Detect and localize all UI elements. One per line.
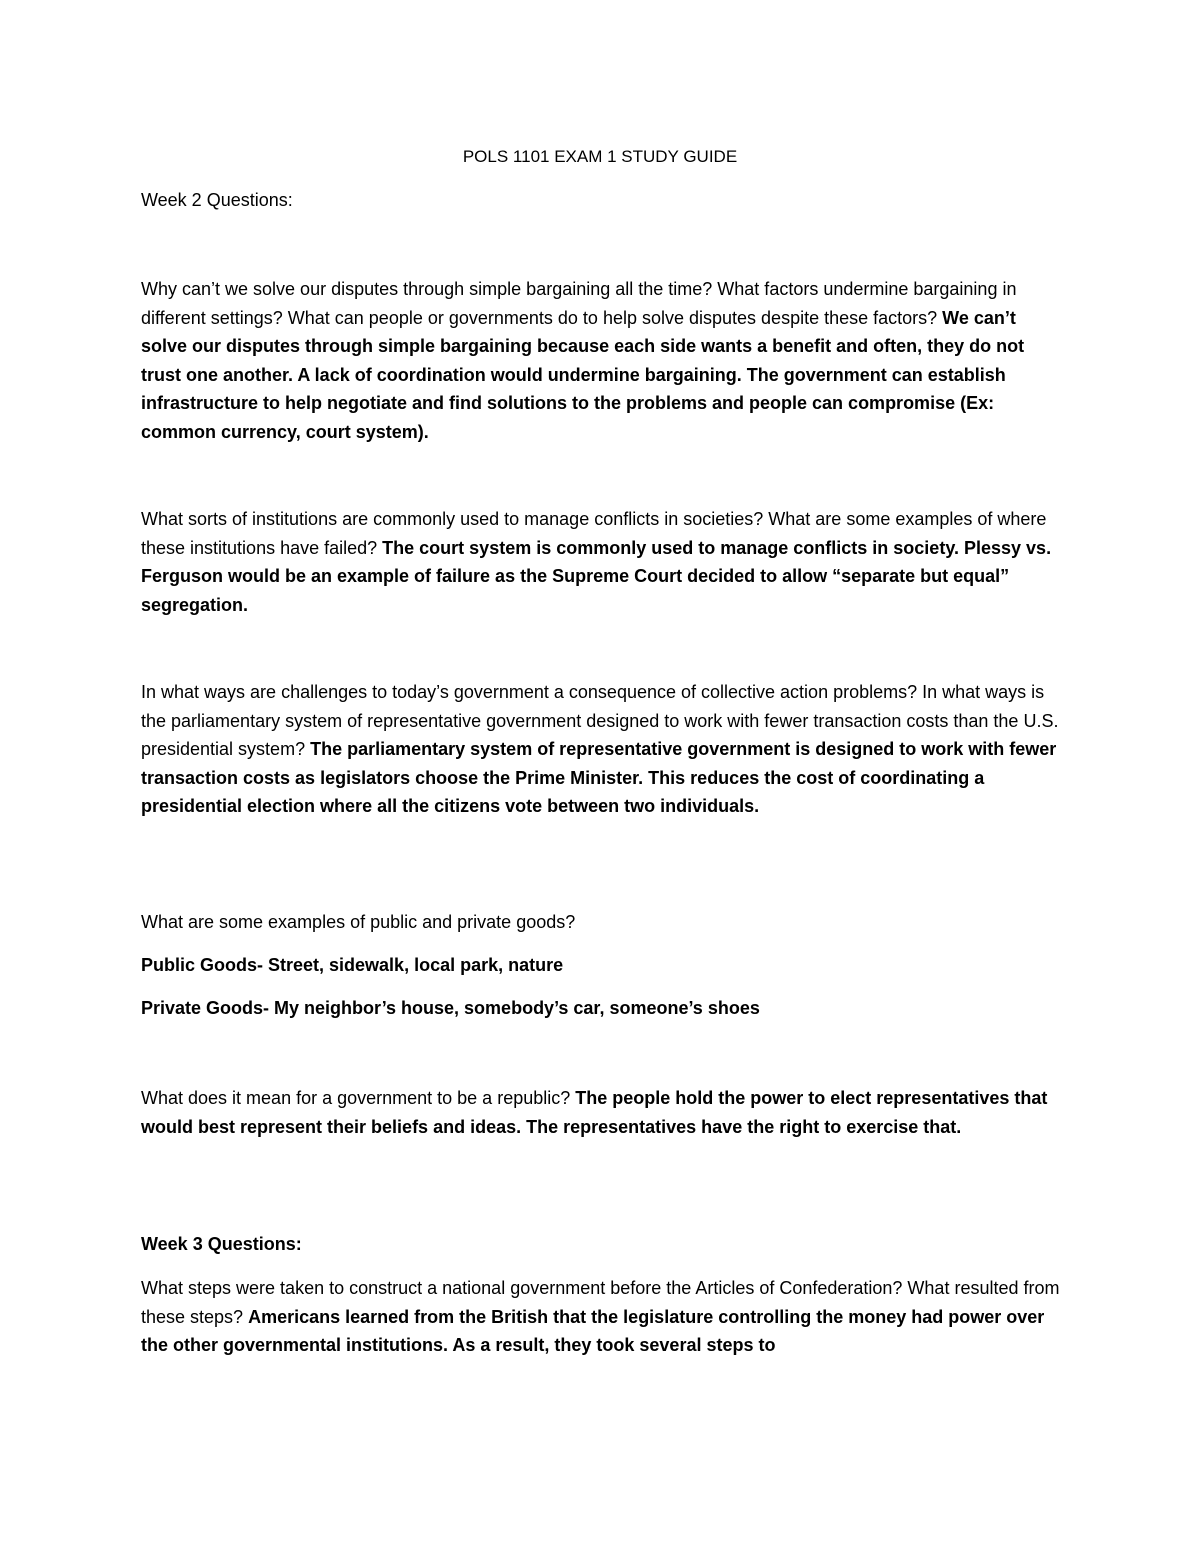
document-title: POLS 1101 EXAM 1 STUDY GUIDE — [462, 147, 738, 166]
question-text: What steps were taken to construct a national government before the Articles of Confederation? What resulted from these steps? — [141, 1278, 1060, 1327]
section-2 — [141, 505, 1061, 619]
answer-text: The court system is commonly used to manage conflicts in society. Plessy vs. Ferguson would be an example of failure as the Supreme Court decided to allow “separate but equal” segregation. — [141, 537, 1052, 615]
answer-text: We can’t solve our disputes through simple bargaining because each side wants a benefit and often, they do not trust one another. A lack of coordination would undermine bargaining. The government can establish infrastructure to help negotiate and find solutions to the problems and people can compromise (Ex: common currency, court system). — [141, 307, 1025, 442]
section-1 — [141, 275, 1061, 446]
question-text: Why can’t we solve our disputes through simple bargaining all the time? What factors undermine bargaining in different settings? What can people or governments do to help solve disputes despite these factors? — [141, 279, 1017, 328]
section-6 — [141, 1274, 1061, 1360]
week3-heading: Week 3 Questions: — [141, 1234, 302, 1254]
public-goods-answer: Public Goods- Street, sidewalk, local park, nature — [141, 955, 564, 975]
question-text: In what ways are challenges to today’s government a consequence of collective action problems? In what ways is the parliamentary system of representative government designed to work with fewer transaction costs than the U.S. presidential system? — [141, 682, 1059, 759]
section-4-question: What are some examples of public and private goods? — [141, 912, 576, 932]
answer-text: Americans learned from the British that the legislature controlling the money had power over the other governmental institutions. As a result, they took several steps to — [141, 1306, 1045, 1355]
question-text: What sorts of institutions are commonly used to manage conflicts in societies? What are some examples of where these institutions have failed? — [141, 509, 1047, 558]
answer-text: The parliamentary system of representative government is designed to work with fewer transaction costs as legislators choose the Prime Minister. This reduces the cost of coordinating a presidential election where all the citizens vote between two individuals. — [141, 739, 1057, 816]
private-goods-answer: Private Goods- My neighbor’s house, somebody’s car, someone’s shoes — [141, 998, 760, 1018]
week2-heading: Week 2 Questions: — [141, 190, 293, 210]
section-3 — [141, 678, 1061, 821]
section-5 — [141, 1084, 1061, 1141]
answer-text: The people hold the power to elect representatives that would best represent their beliefs and ideas. The representatives have the right to exercise that. — [141, 1088, 1048, 1137]
question-text: What does it mean for a government to be a republic? — [141, 1088, 571, 1108]
